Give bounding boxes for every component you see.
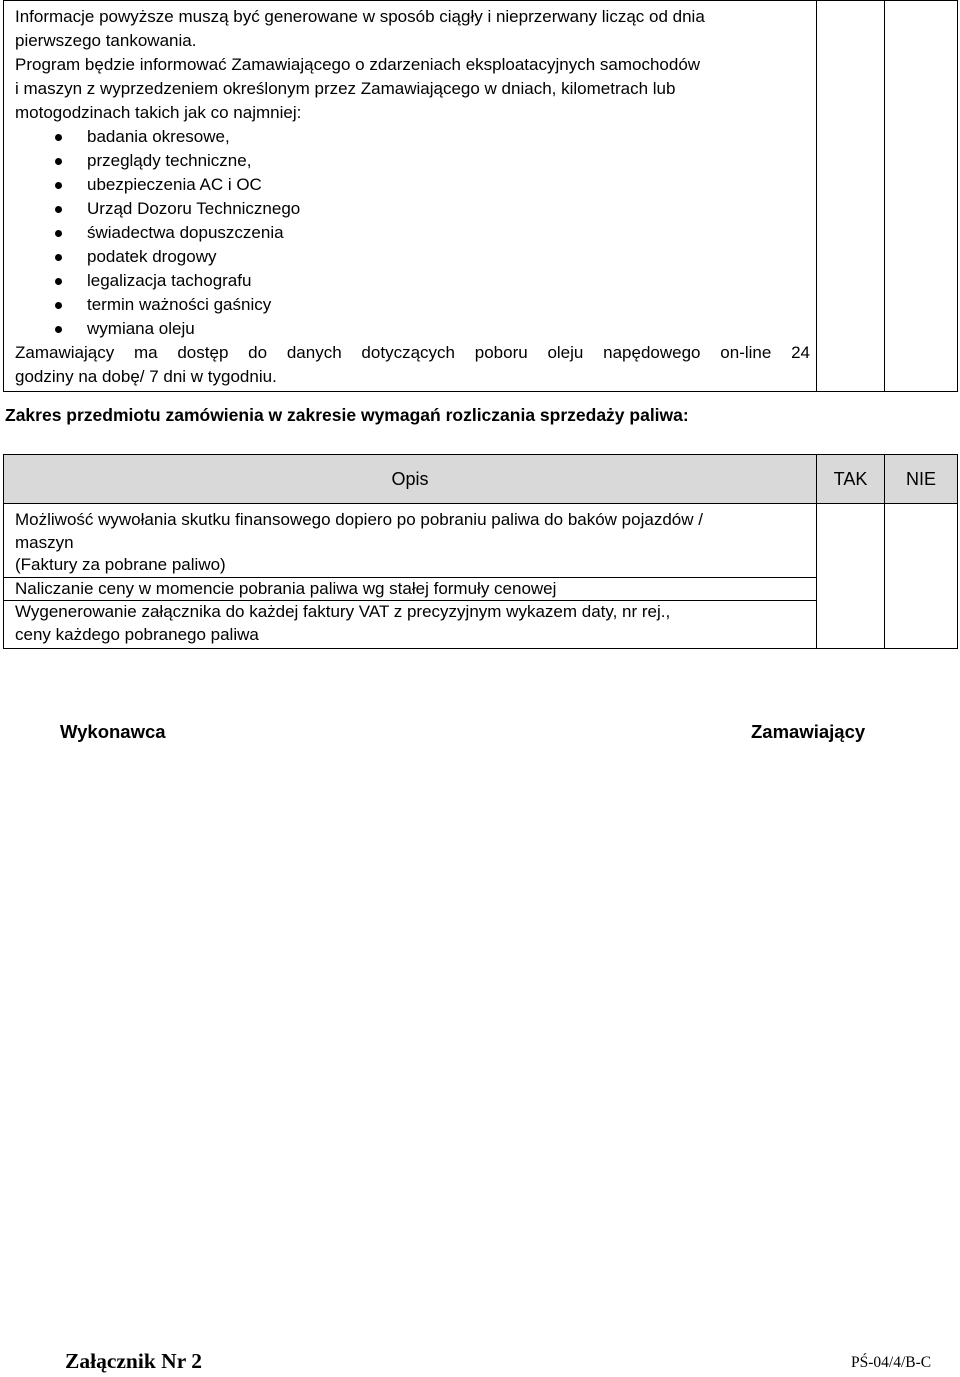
list-item: termin ważności gaśnicy xyxy=(15,293,810,317)
table-row xyxy=(4,504,958,649)
text-line: Zamawiający ma dostęp do danych dotyczących poboru oleju napędowego on-line 24 xyxy=(15,343,810,362)
no-checkbox-cell[interactable] xyxy=(885,1,958,392)
text-line: Program będzie informować Zamawiającego o zdarzeniach eksploatacyjnych samochodów xyxy=(15,55,701,74)
requirements-table-continued xyxy=(3,0,958,392)
yes-checkbox-cell[interactable] xyxy=(817,504,885,649)
text-line: motogodzinach takich jak co najmniej: xyxy=(15,103,302,122)
footer-title: Załącznik Nr 2 xyxy=(65,1349,202,1373)
text-line: pierwszego tankowania. xyxy=(15,31,197,50)
description-cell xyxy=(4,504,817,649)
text-line: Naliczanie ceny w momencie pobrania paliwa wg stałej formuły cenowej xyxy=(4,577,816,601)
list-item: badania okresowe, xyxy=(15,125,810,149)
fuel-settlement-table xyxy=(3,454,958,649)
text-line: Wygenerowanie załącznika do każdej faktury VAT z precyzyjnym wykazem daty, nr rej., xyxy=(4,600,816,624)
text-line: Możliwość wywołania skutku finansowego dopiero po pobraniu paliwa do baków pojazdów / xyxy=(15,510,703,529)
table-header-row xyxy=(4,455,958,504)
text-line: godziny na dobę/ 7 dni w tygodniu. xyxy=(15,367,277,386)
list-item: podatek drogowy xyxy=(15,245,810,269)
no-checkbox-cell[interactable] xyxy=(885,504,958,649)
list-item: przeglądy techniczne, xyxy=(15,149,810,173)
list-item: ubezpieczenia AC i OC xyxy=(15,173,810,197)
list-item: Urząd Dozoru Technicznego xyxy=(15,197,810,221)
text-line: (Faktury za pobrane paliwo) xyxy=(15,555,226,574)
text-line: ceny każdego pobranego paliwa xyxy=(15,624,259,644)
list-item: wymiana oleju xyxy=(15,317,810,341)
list-item: świadectwa dopuszczenia xyxy=(15,221,810,245)
footer-document-code: PŚ-04/4/B-C xyxy=(851,1354,932,1371)
signature-ordering-party: Zamawiający xyxy=(751,721,866,742)
header-description: Opis xyxy=(4,455,817,504)
list-item: legalizacja tachografu xyxy=(15,269,810,293)
yes-checkbox-cell[interactable] xyxy=(817,1,885,392)
header-no: NIE xyxy=(885,455,958,504)
header-yes: TAK xyxy=(817,455,885,504)
signature-contractor: Wykonawca xyxy=(60,721,166,742)
description-cell xyxy=(4,1,817,392)
text-line: i maszyn z wyprzedzeniem określonym przez Zamawiającego w dniach, kilometrach lub xyxy=(15,79,676,98)
table-row xyxy=(4,1,958,392)
text-line: Informacje powyższe muszą być generowane w sposób ciągły i nieprzerwany licząc od dnia xyxy=(15,7,705,26)
section-heading: Zakres przedmiotu zamówienia w zakresie wymagań rozliczania sprzedaży paliwa: xyxy=(5,405,689,425)
event-list xyxy=(15,125,810,341)
text-line: maszyn xyxy=(15,532,74,552)
